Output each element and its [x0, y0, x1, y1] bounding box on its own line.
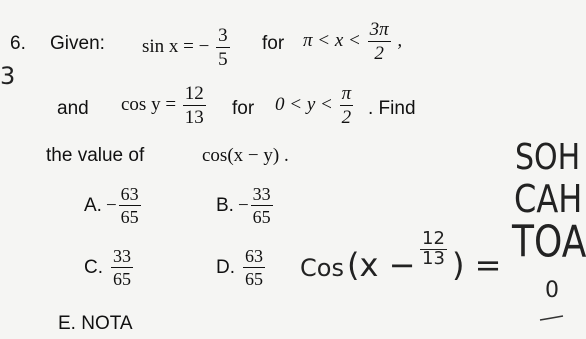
find-label: . Find — [368, 98, 416, 119]
choice-d-letter: D. — [216, 256, 235, 278]
choice-a-numerator: 63 — [120, 184, 139, 204]
range-1-comma: , — [397, 29, 403, 51]
range-2-left: 0 < y < — [275, 93, 333, 115]
range-1-denominator: 2 — [374, 43, 384, 64]
choice-b-numerator: 33 — [252, 184, 271, 204]
range-1-numerator: 3π — [369, 19, 389, 40]
mnemonic-soh: SOH — [515, 136, 581, 179]
choice-a-letter: A. — [84, 194, 102, 216]
range-1-left: π < x < — [303, 29, 361, 51]
choice-a-denominator: 65 — [120, 207, 139, 227]
for-label-2: for — [232, 98, 255, 119]
choice-c-numerator: 33 — [113, 246, 131, 266]
mnemonic-cah: CAH — [514, 176, 583, 222]
range-2-denominator: 2 — [341, 107, 352, 128]
choice-a-sign: − — [105, 194, 117, 216]
stray-mark: 0 — [545, 278, 559, 303]
mnemonic-toa: TOA — [512, 217, 586, 268]
work-paren-close: ) = — [452, 246, 502, 284]
work-denominator: 13 — [422, 247, 445, 269]
for-label-1: for — [262, 33, 285, 54]
and-label: and — [57, 98, 89, 119]
sin-denominator: 5 — [218, 49, 228, 70]
choice-b-denominator: 65 — [252, 207, 271, 227]
sin-numerator: 3 — [218, 25, 228, 46]
work-numerator: 12 — [422, 228, 445, 249]
work-paren-open: (x − — [347, 246, 416, 284]
target-expression: cos(x − y) . — [202, 145, 289, 166]
problem-number: 6. — [10, 33, 26, 54]
choice-d-numerator: 63 — [245, 246, 263, 266]
given-label: Given: — [50, 33, 105, 54]
choice-b-sign: − — [237, 194, 249, 216]
range-2-numerator: π — [341, 83, 352, 104]
choice-b-letter: B. — [216, 194, 234, 216]
choice-d-denominator: 65 — [245, 269, 263, 289]
cos-numerator: 12 — [184, 83, 204, 104]
cos-expression: cos y = — [121, 93, 177, 115]
work-cos: Cos — [300, 254, 344, 282]
line3-text: the value of — [46, 145, 145, 166]
choice-e[interactable]: E. NOTA — [58, 313, 133, 334]
stray-stroke — [540, 316, 563, 320]
choice-c-denominator: 65 — [113, 269, 131, 289]
sin-expression: sin x = − — [142, 35, 210, 57]
margin-mark: 3 — [0, 62, 16, 90]
cos-denominator: 13 — [184, 107, 204, 128]
choice-c-letter: C. — [84, 256, 103, 278]
